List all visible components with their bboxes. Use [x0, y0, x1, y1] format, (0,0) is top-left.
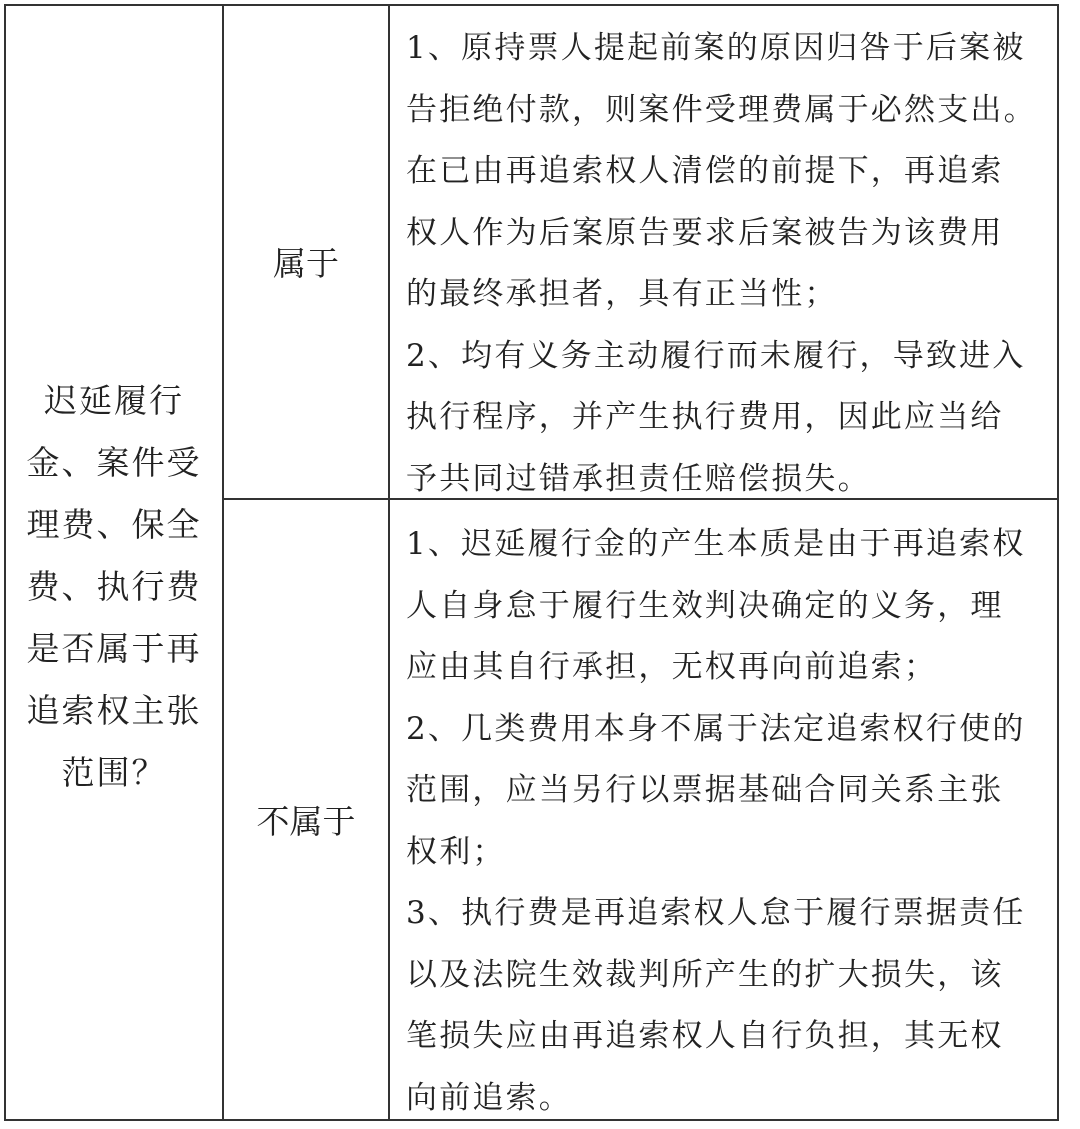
question-line: 追索权主张 [14, 680, 214, 742]
question-line: 迟延履行 [14, 370, 214, 432]
reason-line: 2、几类费用本身不属于法定追索权行使的 [406, 699, 1058, 761]
question-line: 金、案件受 [14, 432, 214, 494]
reason-line: 笔损失应由再追索权人自行负担，其无权 [406, 1006, 1058, 1068]
reason-line: 权利； [406, 822, 1058, 884]
reasons-no-cell [406, 514, 1058, 1129]
question-line: 理费、保全 [14, 494, 214, 556]
reason-line: 权人作为后案原告要求后案被告为该费用 [406, 203, 1058, 265]
reason-line: 2、均有义务主动履行而未履行，导致进入 [406, 326, 1058, 388]
reason-line: 3、执行费是再追索权人怠于履行票据责任 [406, 883, 1058, 945]
reasons-yes-cell [406, 18, 1058, 510]
question-line: 费、执行费 [14, 556, 214, 618]
reason-line: 以及法院生效裁判所产生的扩大损失，该 [406, 945, 1058, 1007]
reason-line: 1、迟延履行金的产生本质是由于再追索权 [406, 514, 1058, 576]
reason-line: 人自身怠于履行生效判决确定的义务，理 [406, 576, 1058, 638]
reason-line: 在已由再追索权人清偿的前提下，再追索 [406, 141, 1058, 203]
question-line: 范围？ [14, 742, 214, 804]
reason-line: 1、原持票人提起前案的原因归咎于后案被 [406, 18, 1058, 80]
question-cell [14, 370, 214, 804]
comparison-table [4, 4, 1059, 1121]
reason-line: 予共同过错承担责任赔偿损失。 [406, 449, 1058, 511]
answer-yes-label: 属于 [224, 244, 388, 284]
column-divider [388, 6, 390, 1119]
answer-no-label: 不属于 [224, 802, 388, 842]
reason-line: 应由其自行承担，无权再向前追索； [406, 637, 1058, 699]
reason-line: 告拒绝付款，则案件受理费属于必然支出。 [406, 80, 1058, 142]
reason-line: 执行程序，并产生执行费用，因此应当给 [406, 387, 1058, 449]
question-line: 是否属于再 [14, 618, 214, 680]
reason-line: 的最终承担者，具有正当性； [406, 264, 1058, 326]
reason-line: 范围，应当另行以票据基础合同关系主张 [406, 760, 1058, 822]
column-divider [222, 6, 224, 1119]
reason-line: 向前追索。 [406, 1068, 1058, 1129]
